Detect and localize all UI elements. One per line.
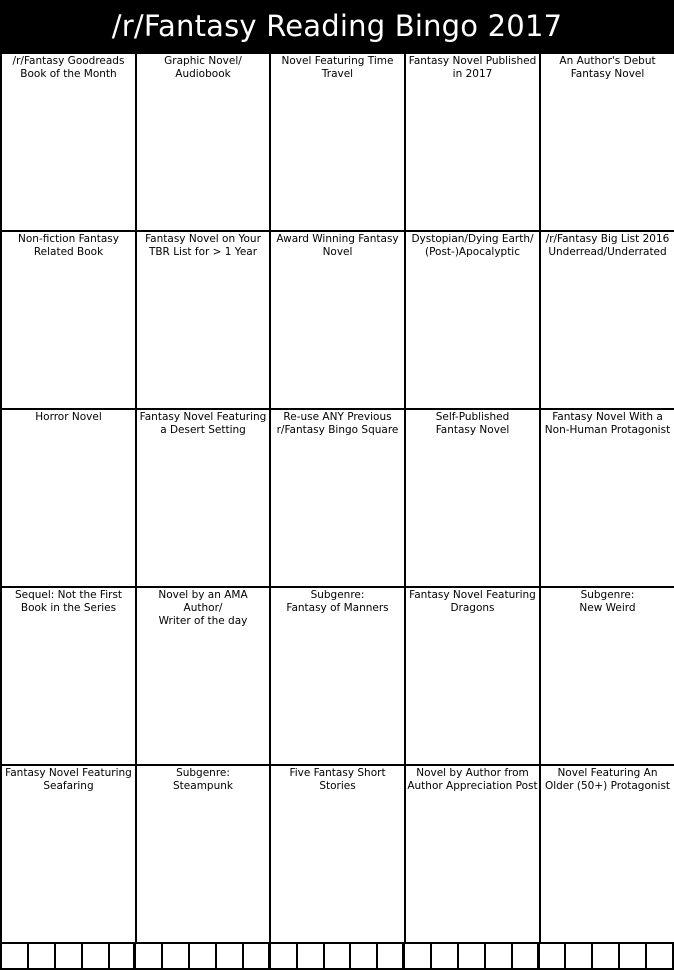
tally-box[interactable] xyxy=(136,942,163,968)
tally-row xyxy=(0,942,674,970)
bingo-square[interactable]: /r/Fantasy Big List 2016 Underread/Underrated xyxy=(541,232,674,410)
bingo-square[interactable]: Novel by an AMA Author/ Writer of the day xyxy=(137,588,271,766)
tally-box[interactable] xyxy=(486,942,513,968)
bingo-square[interactable]: Award Winning Fantasy Novel xyxy=(271,232,406,410)
tally-box[interactable] xyxy=(190,942,217,968)
bingo-square[interactable]: Fantasy Novel Featuring a Desert Setting xyxy=(137,410,271,588)
tally-box[interactable] xyxy=(83,942,110,968)
card-title: /r/Fantasy Reading Bingo 2017 xyxy=(0,0,674,52)
tally-box[interactable] xyxy=(244,942,271,968)
tally-box[interactable] xyxy=(432,942,459,968)
tally-box[interactable] xyxy=(2,942,29,968)
bingo-square[interactable]: Novel Featuring Time Travel xyxy=(271,54,406,232)
bingo-square[interactable]: Five Fantasy Short Stories xyxy=(271,766,406,944)
bingo-square[interactable]: /r/Fantasy Goodreads Book of the Month xyxy=(2,54,137,232)
tally-box[interactable] xyxy=(325,942,352,968)
tally-box[interactable] xyxy=(217,942,244,968)
tally-box[interactable] xyxy=(459,942,486,968)
bingo-square[interactable]: Subgenre: New Weird xyxy=(541,588,674,766)
bingo-square[interactable]: Sequel: Not the First Book in the Series xyxy=(2,588,137,766)
bingo-square[interactable]: Horror Novel xyxy=(2,410,137,588)
bingo-square[interactable]: Fantasy Novel on Your TBR List for > 1 Year xyxy=(137,232,271,410)
tally-box[interactable] xyxy=(647,942,674,968)
tally-box[interactable] xyxy=(405,942,432,968)
bingo-square[interactable]: Fantasy Novel Published in 2017 xyxy=(406,54,541,232)
tally-box[interactable] xyxy=(110,942,137,968)
bingo-grid xyxy=(0,52,674,942)
bingo-square[interactable]: An Author's Debut Fantasy Novel xyxy=(541,54,674,232)
bingo-square[interactable]: Subgenre: Fantasy of Manners xyxy=(271,588,406,766)
bingo-square[interactable]: Novel Featuring An Older (50+) Protagonist xyxy=(541,766,674,944)
tally-box[interactable] xyxy=(540,942,567,968)
tally-box[interactable] xyxy=(593,942,620,968)
tally-box[interactable] xyxy=(378,942,405,968)
bingo-square[interactable]: Subgenre: Steampunk xyxy=(137,766,271,944)
tally-box[interactable] xyxy=(163,942,190,968)
tally-box[interactable] xyxy=(351,942,378,968)
bingo-square[interactable]: Graphic Novel/ Audiobook xyxy=(137,54,271,232)
tally-box[interactable] xyxy=(271,942,298,968)
tally-box[interactable] xyxy=(56,942,83,968)
tally-box[interactable] xyxy=(620,942,647,968)
bingo-square[interactable]: Fantasy Novel With a Non-Human Protagonist xyxy=(541,410,674,588)
tally-box[interactable] xyxy=(29,942,56,968)
bingo-square[interactable]: Fantasy Novel Featuring Dragons xyxy=(406,588,541,766)
tally-box[interactable] xyxy=(298,942,325,968)
bingo-square[interactable]: Non-fiction Fantasy Related Book xyxy=(2,232,137,410)
bingo-square[interactable]: Fantasy Novel Featuring Seafaring xyxy=(2,766,137,944)
bingo-square[interactable]: Novel by Author from Author Appreciation Post xyxy=(406,766,541,944)
bingo-square[interactable]: Re-use ANY Previous r/Fantasy Bingo Square xyxy=(271,410,406,588)
bingo-square[interactable]: Dystopian/Dying Earth/ (Post-)Apocalyptic xyxy=(406,232,541,410)
tally-box[interactable] xyxy=(513,942,540,968)
bingo-square[interactable]: Self-Published Fantasy Novel xyxy=(406,410,541,588)
tally-box[interactable] xyxy=(566,942,593,968)
